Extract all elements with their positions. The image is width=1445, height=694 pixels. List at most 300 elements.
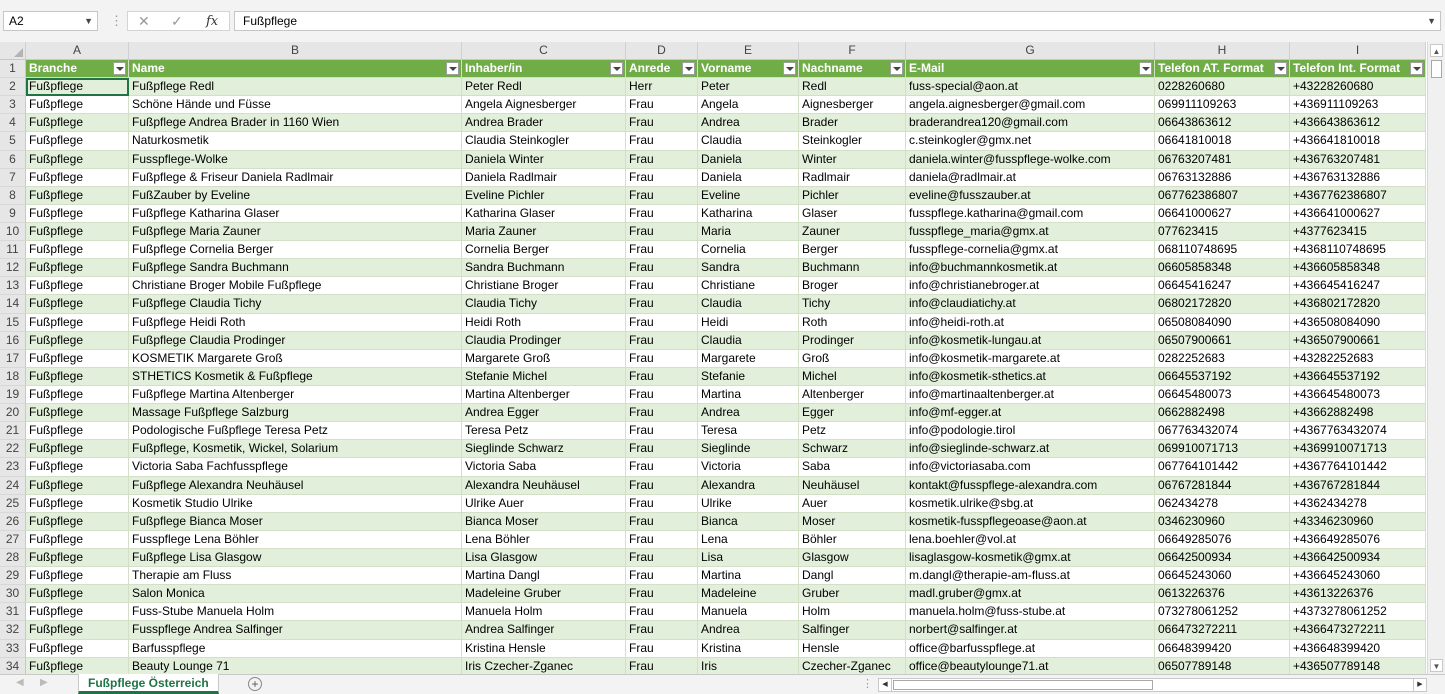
table-cell[interactable] [626,585,698,603]
table-cell[interactable] [906,295,1155,313]
row-number[interactable]: 13 [0,277,26,295]
table-cell[interactable] [698,223,799,241]
table-cell[interactable] [626,223,698,241]
table-cell[interactable] [1155,531,1290,549]
table-cell[interactable] [698,549,799,567]
table-cell[interactable] [799,658,906,676]
table-cell[interactable] [698,241,799,259]
table-cell[interactable] [799,350,906,368]
row-number[interactable]: 29 [0,567,26,585]
table-cell[interactable] [626,151,698,169]
table-cell[interactable] [906,404,1155,422]
table-cell[interactable] [698,621,799,639]
table-cell[interactable] [626,350,698,368]
table-cell[interactable] [906,277,1155,295]
table-cell[interactable] [1290,223,1426,241]
row-number[interactable]: 27 [0,531,26,549]
table-cell[interactable] [626,277,698,295]
header-cell[interactable] [626,60,698,78]
row-number[interactable]: 33 [0,640,26,658]
table-cell[interactable] [698,277,799,295]
table-cell[interactable] [129,114,462,132]
table-cell[interactable] [129,78,462,96]
table-cell[interactable] [26,531,129,549]
table-cell[interactable] [1155,658,1290,676]
table-cell[interactable] [799,440,906,458]
table-cell[interactable] [462,132,626,150]
table-cell[interactable] [906,567,1155,585]
add-sheet-icon[interactable]: + [248,677,262,691]
table-cell[interactable] [1155,314,1290,332]
table-cell[interactable] [462,549,626,567]
table-cell[interactable] [129,422,462,440]
table-cell[interactable] [1155,567,1290,585]
row-number[interactable]: 4 [0,114,26,132]
header-cell[interactable] [906,60,1155,78]
table-cell[interactable] [129,621,462,639]
table-cell[interactable] [906,114,1155,132]
table-cell[interactable] [799,132,906,150]
row-number[interactable]: 30 [0,585,26,603]
row-number[interactable]: 15 [0,314,26,332]
table-cell[interactable] [906,458,1155,476]
table-cell[interactable] [462,513,626,531]
table-cell[interactable] [1155,295,1290,313]
table-cell[interactable] [1290,78,1426,96]
table-cell[interactable] [799,386,906,404]
table-cell[interactable] [462,567,626,585]
vertical-scrollbar[interactable] [1427,42,1445,674]
table-cell[interactable] [26,132,129,150]
table-cell[interactable] [462,658,626,676]
table-cell[interactable] [1290,187,1426,205]
table-cell[interactable] [799,422,906,440]
table-cell[interactable] [26,350,129,368]
table-cell[interactable] [462,350,626,368]
table-cell[interactable] [129,96,462,114]
row-number[interactable]: 5 [0,132,26,150]
column-header-c[interactable]: C [462,42,626,59]
row-number[interactable]: 16 [0,332,26,350]
table-cell[interactable] [698,169,799,187]
table-cell[interactable] [26,386,129,404]
table-cell[interactable] [799,114,906,132]
chevron-down-icon[interactable]: ▼ [84,16,93,26]
table-cell[interactable] [462,169,626,187]
horizontal-scrollbar[interactable] [878,678,1427,692]
table-cell[interactable] [462,96,626,114]
table-cell[interactable] [26,440,129,458]
row-number[interactable]: 23 [0,458,26,476]
table-cell[interactable] [129,477,462,495]
column-header-g[interactable]: G [906,42,1155,59]
table-cell[interactable] [462,603,626,621]
table-cell[interactable] [129,350,462,368]
formula-input[interactable] [234,11,1441,31]
table-cell[interactable] [462,368,626,386]
select-all-button[interactable] [0,42,26,59]
table-cell[interactable] [1155,368,1290,386]
table-cell[interactable] [1290,259,1426,277]
table-cell[interactable] [626,295,698,313]
table-cell[interactable] [129,495,462,513]
row-number[interactable]: 31 [0,603,26,621]
row-number[interactable]: 34 [0,658,26,676]
table-cell[interactable] [799,567,906,585]
name-box[interactable] [3,11,98,31]
table-cell[interactable] [26,114,129,132]
table-cell[interactable] [1290,114,1426,132]
table-cell[interactable] [1155,549,1290,567]
table-cell[interactable] [462,640,626,658]
row-number[interactable]: 1 [0,60,26,78]
table-cell[interactable] [626,549,698,567]
table-cell[interactable] [129,241,462,259]
table-cell[interactable] [698,440,799,458]
table-cell[interactable] [462,78,626,96]
table-cell[interactable] [129,277,462,295]
table-cell[interactable] [626,404,698,422]
table-cell[interactable] [462,585,626,603]
column-header-a[interactable]: A [26,42,129,59]
table-cell[interactable] [799,495,906,513]
table-cell[interactable] [906,440,1155,458]
table-cell[interactable] [1155,259,1290,277]
table-cell[interactable] [26,314,129,332]
table-cell[interactable] [698,350,799,368]
header-cell[interactable] [462,60,626,78]
row-number[interactable]: 21 [0,422,26,440]
table-cell[interactable] [26,404,129,422]
header-cell[interactable] [26,60,129,78]
table-cell[interactable] [26,96,129,114]
table-cell[interactable] [626,386,698,404]
table-cell[interactable] [129,132,462,150]
table-cell[interactable] [1155,422,1290,440]
table-cell[interactable] [1290,169,1426,187]
table-cell[interactable] [26,151,129,169]
row-number[interactable]: 12 [0,259,26,277]
table-cell[interactable] [799,295,906,313]
table-cell[interactable] [799,531,906,549]
table-cell[interactable] [1290,567,1426,585]
table-cell[interactable] [698,314,799,332]
table-cell[interactable] [799,549,906,567]
table-cell[interactable] [129,549,462,567]
table-cell[interactable] [462,205,626,223]
table-cell[interactable] [626,187,698,205]
row-number[interactable]: 32 [0,621,26,639]
table-cell[interactable] [698,531,799,549]
table-cell[interactable] [1290,96,1426,114]
table-cell[interactable] [799,458,906,476]
table-cell[interactable] [129,151,462,169]
table-cell[interactable] [906,640,1155,658]
table-cell[interactable] [626,169,698,187]
table-cell[interactable] [799,477,906,495]
table-cell[interactable] [26,458,129,476]
table-cell[interactable] [698,404,799,422]
table-cell[interactable] [698,658,799,676]
table-cell[interactable] [799,368,906,386]
table-cell[interactable] [799,151,906,169]
table-cell[interactable] [26,277,129,295]
table-cell[interactable] [906,169,1155,187]
table-cell[interactable] [799,187,906,205]
table-cell[interactable] [129,458,462,476]
table-cell[interactable] [906,259,1155,277]
table-cell[interactable] [1290,621,1426,639]
table-cell[interactable] [698,332,799,350]
table-cell[interactable] [1290,640,1426,658]
table-cell[interactable] [26,603,129,621]
table-cell[interactable] [129,295,462,313]
header-cell[interactable] [799,60,906,78]
table-cell[interactable] [906,386,1155,404]
table-cell[interactable] [1290,422,1426,440]
filter-dropdown-icon[interactable] [113,62,126,75]
table-cell[interactable] [1155,151,1290,169]
table-cell[interactable] [1290,314,1426,332]
table-cell[interactable] [906,531,1155,549]
table-cell[interactable] [129,585,462,603]
table-cell[interactable] [1155,458,1290,476]
table-cell[interactable] [129,187,462,205]
table-cell[interactable] [129,169,462,187]
table-cell[interactable] [462,295,626,313]
table-cell[interactable] [626,422,698,440]
table-cell[interactable] [1290,277,1426,295]
table-cell[interactable] [462,314,626,332]
table-cell[interactable] [906,603,1155,621]
table-cell[interactable] [698,603,799,621]
table-cell[interactable] [26,223,129,241]
table-cell[interactable] [799,640,906,658]
table-cell[interactable] [26,549,129,567]
table-cell[interactable] [1290,603,1426,621]
table-cell[interactable] [1155,513,1290,531]
table-cell[interactable] [1155,169,1290,187]
table-cell[interactable] [626,621,698,639]
table-cell[interactable] [698,259,799,277]
table-cell[interactable] [698,477,799,495]
table-cell[interactable] [129,640,462,658]
table-cell[interactable] [129,567,462,585]
table-cell[interactable] [698,78,799,96]
table-cell[interactable] [1155,241,1290,259]
table-cell[interactable] [799,585,906,603]
table-cell[interactable] [462,151,626,169]
table-cell[interactable] [906,368,1155,386]
table-cell[interactable] [129,314,462,332]
table-cell[interactable] [26,585,129,603]
row-number[interactable]: 25 [0,495,26,513]
filter-dropdown-icon[interactable] [610,62,623,75]
row-number[interactable]: 10 [0,223,26,241]
table-cell[interactable] [1155,187,1290,205]
table-cell[interactable] [1155,603,1290,621]
table-cell[interactable] [626,259,698,277]
table-cell[interactable] [129,658,462,676]
table-cell[interactable] [906,132,1155,150]
table-cell[interactable] [1155,114,1290,132]
scroll-down-icon[interactable]: ▼ [1430,659,1443,672]
row-number[interactable]: 19 [0,386,26,404]
table-cell[interactable] [1290,458,1426,476]
table-cell[interactable] [26,422,129,440]
table-cell[interactable] [1290,477,1426,495]
table-cell[interactable] [906,621,1155,639]
prev-sheet-icon[interactable]: ◀ [16,677,24,688]
table-cell[interactable] [799,169,906,187]
table-cell[interactable] [906,187,1155,205]
table-cell[interactable] [698,585,799,603]
table-cell[interactable] [626,114,698,132]
table-cell[interactable] [698,114,799,132]
table-cell[interactable] [1155,621,1290,639]
table-cell[interactable] [1155,132,1290,150]
table-cell[interactable] [626,640,698,658]
table-cell[interactable] [129,368,462,386]
table-cell[interactable] [129,223,462,241]
table-cell[interactable] [626,603,698,621]
table-cell[interactable] [129,332,462,350]
table-cell[interactable] [129,386,462,404]
filter-dropdown-icon[interactable] [1139,62,1152,75]
table-cell[interactable] [906,241,1155,259]
row-number[interactable]: 8 [0,187,26,205]
table-cell[interactable] [1290,513,1426,531]
table-cell[interactable] [462,114,626,132]
row-number[interactable]: 9 [0,205,26,223]
table-cell[interactable] [129,440,462,458]
header-cell[interactable] [1290,60,1426,78]
table-cell[interactable] [129,531,462,549]
table-cell[interactable] [1155,78,1290,96]
table-cell[interactable] [26,241,129,259]
table-cell[interactable] [698,422,799,440]
table-cell[interactable] [1290,495,1426,513]
header-cell[interactable] [698,60,799,78]
table-cell[interactable] [698,368,799,386]
table-cell[interactable] [26,332,129,350]
row-number[interactable]: 11 [0,241,26,259]
table-cell[interactable] [906,495,1155,513]
table-cell[interactable] [462,621,626,639]
enter-icon[interactable]: ✓ [171,13,183,29]
row-number[interactable]: 18 [0,368,26,386]
table-cell[interactable] [698,151,799,169]
table-cell[interactable] [26,169,129,187]
table-cell[interactable] [1155,440,1290,458]
table-cell[interactable] [462,187,626,205]
table-cell[interactable] [698,96,799,114]
table-cell[interactable] [626,314,698,332]
table-cell[interactable] [698,513,799,531]
table-cell[interactable] [462,241,626,259]
next-sheet-icon[interactable]: ▶ [40,677,48,688]
filter-dropdown-icon[interactable] [1274,62,1287,75]
table-cell[interactable] [1155,332,1290,350]
table-cell[interactable] [1290,440,1426,458]
table-cell[interactable] [26,640,129,658]
row-number[interactable]: 20 [0,404,26,422]
table-cell[interactable] [26,187,129,205]
table-cell[interactable] [799,314,906,332]
table-cell[interactable] [1155,96,1290,114]
table-cell[interactable] [906,585,1155,603]
filter-dropdown-icon[interactable] [890,62,903,75]
table-cell[interactable] [462,259,626,277]
column-header-b[interactable]: B [129,42,462,59]
table-cell[interactable] [626,458,698,476]
table-cell[interactable] [462,495,626,513]
table-cell[interactable] [1155,223,1290,241]
table-cell[interactable] [462,531,626,549]
cancel-icon[interactable]: ✕ [138,13,150,29]
filter-dropdown-icon[interactable] [1410,62,1423,75]
row-number[interactable]: 14 [0,295,26,313]
table-cell[interactable] [698,187,799,205]
table-cell[interactable] [626,96,698,114]
table-cell[interactable] [626,332,698,350]
table-cell[interactable] [26,567,129,585]
table-cell[interactable] [626,368,698,386]
table-cell[interactable] [26,205,129,223]
column-header-i[interactable]: I [1290,42,1426,59]
filter-dropdown-icon[interactable] [783,62,796,75]
filter-dropdown-icon[interactable] [682,62,695,75]
table-cell[interactable] [906,658,1155,676]
scroll-thumb[interactable] [1431,60,1442,78]
table-cell[interactable] [1290,295,1426,313]
scroll-left-icon[interactable]: ◀ [879,679,892,691]
table-cell[interactable] [26,78,129,96]
table-cell[interactable] [626,440,698,458]
table-cell[interactable] [799,78,906,96]
table-cell[interactable] [462,332,626,350]
row-number[interactable]: 3 [0,96,26,114]
table-cell[interactable] [1290,151,1426,169]
table-cell[interactable] [129,259,462,277]
table-cell[interactable] [26,495,129,513]
table-cell[interactable] [1155,350,1290,368]
table-cell[interactable] [462,440,626,458]
table-cell[interactable] [626,513,698,531]
table-cell[interactable] [129,205,462,223]
table-cell[interactable] [698,386,799,404]
scroll-up-icon[interactable]: ▲ [1430,44,1443,57]
table-cell[interactable] [26,259,129,277]
table-cell[interactable] [906,205,1155,223]
table-cell[interactable] [906,314,1155,332]
sheet-tab[interactable]: Fußpflege Österreich [78,674,219,694]
table-cell[interactable] [799,259,906,277]
table-cell[interactable] [906,422,1155,440]
table-cell[interactable] [799,513,906,531]
table-cell[interactable] [1290,332,1426,350]
table-cell[interactable] [1290,241,1426,259]
table-cell[interactable] [1155,386,1290,404]
table-cell[interactable] [1290,404,1426,422]
table-cell[interactable] [462,277,626,295]
table-cell[interactable] [626,495,698,513]
table-cell[interactable] [799,404,906,422]
table-cell[interactable] [1155,404,1290,422]
table-cell[interactable] [129,513,462,531]
table-cell[interactable] [1290,658,1426,676]
table-cell[interactable] [698,567,799,585]
